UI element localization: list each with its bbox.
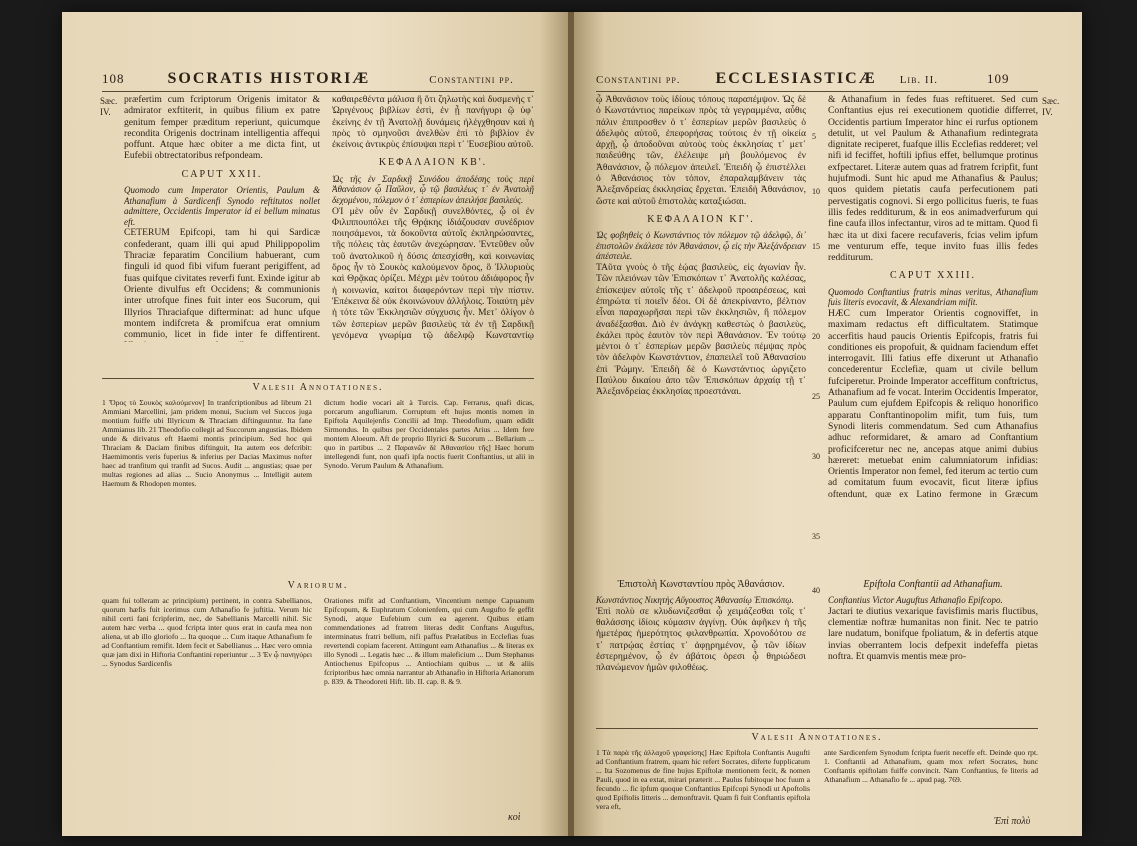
left-running-head <box>102 70 514 88</box>
left-running-right: Constantini pp. <box>429 74 514 86</box>
right-summary-latin: Quomodo Conftantius fratris minas veritus, Athanafium fuis literis evocavit, & Alexandriam mifit. <box>828 286 1038 308</box>
right-running-head <box>596 70 1010 88</box>
variorum-text: quam fui tolleram ac principium) pertinent, in contra Sabellianos, quorum hæfis fuit icerimus cum Athanafio fe juftitia. Verum hic nihil certi fani fcripferim, nec, de Sabellianis Marcelli nihil. Sic autem hæc verba ... quod fcripta inter quos erat in caufa mea non aliena, ut ab illo gloriofo ... Ita quoque ... Cum itaque Athanafium fe ad Conftantium remifit. Idem fecit et Sabellianus ... Hæc vero omnia quæ jam dixi in Hiftoria Conftantini reperiuntur ... 3 Ἐν ᾧ πανηγύρει ... Synodus Sardicenfis <box>102 596 312 668</box>
left-page-number: 108 <box>102 71 125 86</box>
right-margin-note: Sæc. IV. <box>1042 96 1060 117</box>
notes-text: 1 Ὅρος τὸ Σουκὸς καλούμενον] In tranfcriptionibus ad librum 21 Ammiani Marcellini, jam pridem monui, Sucium vel Succos juga montium fuiffe ubi Illyricum & Thraciam diftinguuntur. Ita fane Ammianus lib. 21 Theodofio collegit ad Succorum angustias. Ibidem unde & dirivatus eft Haemi montis principium. Sed hoc qui Thraciam & Daciam finibus diftinguit, Ita autem eos defcribit: Haemimontis veris fuperius & inferius per Dacias Maximus nofter haec ad tranfitum qui tranfit ad Sucos. Audit ... angustias; quae per multas regiones ad alias ... Sucio Anonymus ... Intelligit autem Haemum & Rhodopen montes. <box>102 398 312 488</box>
right-page-number: 109 <box>987 71 1010 86</box>
notes-text: 1 Τὰ παρὰ τῆς ἀλλαχοῦ γραφείσης] Hæc Epiftola Conftantis Augufti ad Conftantium fratrem, quam hic refert Socrates, diferte fupplicatum ... Ita Sozomenus de fine hujus Epiftolæ mentionem fecit, & nomen Pauli, quod in ea extat, mirari præterit ... Paulus fubitoque hoc fuum a fecundo ... fic ipfum quoque Conftantius Epifcopi Synodi ut Apoftolis quod Epiftolis litteris ... demonftravit. Quam fi fuit Conftantis epiftola vera eft, <box>596 748 810 811</box>
letter-greek-heading: Ἐπιστολὴ Κωνσταντίου πρὸς Ἀθανάσιον. <box>617 579 785 590</box>
right-chapter-latin: CAPUT XXIII. <box>889 270 977 282</box>
line-number: 40 <box>812 586 820 595</box>
right-letter-greek <box>596 572 806 722</box>
right-running-lib: Lib. II. <box>899 74 938 86</box>
right-chapter-greek: ΚΕΦΑΛΑΙΟΝ ΚΓ'. <box>647 213 755 225</box>
left-body-latin: CETERUM Epifcopi, tam hi qui Sardicæ confederant, quam illi qui apud Philippopolim Thraciæ feparatim Concilium habuerant, cum finguli id quod fibi vifum fuerant perigiffent, ad fuas quifque civitates reverfi funt. Exinde igitur ab Oriente divulfus eft Occidens; & communionis inter utrofque fines fuit inter eos Sucorum, qui Illyrios Thraciafque difterminat: ad hunc ufque montem indifcreta & promifcua erat omnium communio, licet in fide inter fe diffentirent. <box>124 227 320 341</box>
left-notes-col2 <box>324 398 534 574</box>
left-variorum-col1 <box>102 596 312 808</box>
line-number: 30 <box>812 452 820 461</box>
left-variorum-heading: Variorum. <box>287 580 349 591</box>
letter-latin-salutation: Conftantius Victor Auguftus Athanafio Epifcopo. <box>828 595 1003 606</box>
notes-rule <box>102 378 534 379</box>
header-rule <box>596 91 1038 92</box>
left-notes-heading: Valesii Annotationes. <box>252 382 384 393</box>
left-latin-column <box>124 94 320 342</box>
left-chapter-greek: ΚΕΦΑΛΑΙΟΝ ΚΒ'. <box>378 157 488 169</box>
right-catchword: Ἐπὶ πολὺ <box>994 816 1031 827</box>
right-running-title: ECCLESIASTICÆ <box>715 70 877 87</box>
header-rule <box>102 91 534 92</box>
letter-greek-body: Ἐπὶ πολὺ σε κλυδωνιζεσθαι ᾧ χειμάζεσθαι τοῖς τ᾽ θαλάσσης ἰδίοις κύμασιν ἀγγίνῃ. Οὐκ ἀφῆκεν ἡ τῆς ἡμετέρας ἡμερότητος φιλανθρωπία. Χρονοδότου σε τ᾽ πατρῴας ἑστίας τ᾽ ἀφῃρημένον, ᾧ τῶν ἰδίων ἐστερημένον, ᾧ ἐν ἀβάτοις ὀρεσι ᾧ θηριώδεσι πλανώμενον ἡμῶν φιλοθέως. <box>596 605 806 674</box>
right-body-latin: HÆC cum Imperator Orientis cognoviffet, in maximam redactus eft difficultatem. Statimque accerfitis haud paucis Orientis Epifcopis, fratris fui conditiones eis propofuit, & quidnam faciendum effet interrogavit. Illi fatius effe dixerunt ut Athanafio concederentur Ecclefiæ, quam ut civile bellum fufciperetur. Proinde Imperator acceffitum conftrictus, Athanafium ad fe vocat. Interim Occidentis Imperator, Paulum cum ejufdem Epifcopis & reliquo honorifico apparatu Conftantinopolim mifit, tum fuis, tum Synodi literis commendatum. Sed cum Athanafius adhuc reformidaret, & amaro ad Conftantium proficifceretur nec ne, ancepas atque animi dubius hæreret: metuebat enim calumniatorum infidias: Orientis Imperator non femel, fed iterum ac tertio cum ad comitatum fuum evocavit, ficut literæ ipfius oftendunt, quæ ex Latino fermone in Græcum <box>828 307 1038 498</box>
left-summary-greek: Ὡς τῆς ἐν Σαρδικῇ Συνόδου ἀποδέσης τοὺς περὶ Ἀθανάσιον ᾧ Παῦλον, ᾧ τῷ βασιλέως τ᾽ ἐν Ἀνατολῇ δεχομένου, πόλεμον ὁ τ᾽ ἑσπερίων ἀπειλήσε βασιλεύς. <box>332 173 534 205</box>
letter-latin-body: Jactari te diutius vexarique favisfimis maris fluctibus, clementiæ noftræ humanitas non finit. Nec te patrio lare nudatum, bonifque fpoliatum, & in defertis atque invias oberrantem locis defpexit indefeffa pietas noftra. Et quamvis mentis meæ pro- <box>828 605 1038 663</box>
left-notes-col1 <box>102 398 312 574</box>
left-margin-note: Sæc. IV. <box>100 96 118 117</box>
notes-rule <box>596 728 1038 729</box>
notes-text: dictum hodie vocari aït à Turcis. Cap. Ferrarus, quafi dicas, porcarum angufliarum. Corruptum eft hujus montis nomen in Epiftola Aquilejenfis Concilii ad Imp. Theodofium, quam edidit Sirmondus. In quibus per Occidentales partes Arius ... Idem fere montem Aloeum. Aft de proprio Illyrici & Sucorum ... Bellarium ... quo in partibus ... 2 Παραινῶν δὲ Ἀθανασίου τῆς] Haec horum intellegendi funt, non quafi ipfa noctis fuerit Conftantius, ut alii in Synodo. Verum Paulum & Athanafium. <box>324 398 534 470</box>
book-spread <box>62 12 1082 836</box>
line-number: 35 <box>812 532 820 541</box>
line-number: 15 <box>812 242 820 251</box>
left-page <box>62 12 570 836</box>
line-number: 10 <box>812 187 820 196</box>
notes-text: ante Sardicenfem Synodum fcripta fuerit neceffe eft. Deinde quo rpt. 1. Conftantii ad Athanafium, quam mox refert Socrates, hunc Conftantis epiftolam fuiffe convincit. Nam Conftantius, fe literis ad Athanafium ... Athanafio fe ... apud pag. 769. <box>824 748 1038 784</box>
letter-greek-salutation: Κωνστάντιος Νικητὴς Αὔγουστος Ἀθανασίῳ Ἐπισκόπῳ. <box>596 595 794 606</box>
right-notes-heading: Valesii Annotationes. <box>751 732 883 743</box>
right-body-greek: ΤΑῦτα γνοὺς ὁ τῆς ἑῴας βασιλεὺς, εἰς ἀγωνίαν ἦν. Τῶν πλειόνων τῶν Ἐπισκόπων τ᾽ Ἀνατολῆς καλέσας, ἐπίσκεψεν αὐτοῖς τῆς τ᾽ ἀδελφοῦ προαιρέσεως, καὶ ἐπηρώτα τί ποιεῖν δέοι. Οἱ δὲ ἀπεκρίναντο, βέλτιον εἶναι παραχωρῆσαι περὶ τῶν ἐκκλησιῶν, ἢ πόλεμον ἀναδέξασθαι. Διὸ ἐν ἀνάγκῃ καθεστὼς ὁ βασιλεὺς, ἐκάλει πρὸς ἑαυτὸν τὸν περὶ Ἀθανάσιον. Ἐν τούτῳ μέντοι ὁ τ᾽ ἑσπερίων μερῶν βασιλεὺς πέμψας πρὸς τὸν ἀδελφὸν Κωνστάντιον, ἐπαπειλεῖ τοῦ Ἀθανασίου ἐπὶ Ῥώμην. Ἐπειδὴ δὲ ὁ Κωνστάντιος ὠργιζετο Παύλου δικαίου ἀπο τῶν Ἐπισκόπων ἀρχαίᾳ τῇ τ᾽ Ἀλεξανδρείας ἐκκλησίας προεστάναι. <box>596 262 806 398</box>
left-body-greek: ΟἹ μὲν οὖν ἐν Σαρδικῇ συνελθόντες, ᾧ οἱ ἐν Φιλιππουπόλει τῆς Θρᾴκης ἰδιάζουσαν συνέδριον ποιησάμενοι, τὰ δοκοῦντα αὐτοῖς ἐκπληρώσαντες, τῆς πόλεις τὰς ἑαυτῶν ἀνεχώρησαν. Ἐντεῦθεν οὖν τοῦ ἀνατολικοῦ ἡ δύσις ἀπεσχίσθη, καὶ κοινωνίας ὅρος ἦν τὸ Σουκὸς καλούμενον ὄρος, ὃ Ἰλλυριοὺς καὶ Θρᾷκας ὁρίζει. Μέχρι μὲν τούτου ἀδιάφορος ἦν ἡ κοινωνία, καίτοι διαφερόντων περὶ τὴν πίστιν. Ἐπέκεινα δὲ οὐκ ἐκοινώνουν ἀλλήλοις. Τοιαύτη μὲν ἡ τότε τῶν Ἐκκλησιῶν σύγχυσις ἦν. Μετ᾽ ὀλίγον ὁ τῶν ἑσπερίων μερῶν βασιλεὺς τὰ ἐν τῇ Σαρδικῇ γενόμενα γνωρίμα τῷ ἀδελφῷ Κωνσταντίῳ <box>332 205 534 341</box>
line-number: 25 <box>812 392 820 401</box>
right-notes-col1 <box>596 748 810 812</box>
variorum-text: Orationes mifit ad Conftantium, Vincentium nempe Capuanum Epifcopum, & Euphratum Colonienfem, qui cum Augufto fe geffit Synodi, atque Eufebium cum ea agerent. Quibus etiam commendationes ad fratrem literas dedit Conftans Auguftus, interminatus fratri bellum, nifi paffus Prælatibus in Ecclefias fuas revertendi copiam facerent. Attingunt eam Athanafius ... & literas ex illo Synodi ... Legatis hæc ... & illum maleficium ... Dum Stephanus Antiochenus Epifcopus ... Antiochiam quibus ... ut & aliis fcriptoribus hæc omnia narrantur ab Athanafio in Hiftoria Arianorum p. 839. & Theodoreti Hift. lib. II. cap. 8. & 9. <box>324 596 534 686</box>
left-greek-top: καθαιρεθέντα μάλισα ἢ ὅτι ζηλωτὴς καὶ δυσμενὴς τ᾽ Ὠριγένους βιβλίων ἐστὶ, ἐν ᾗ πανήγυρι ῷ ὑφ᾽ ἐκείνης ἐν τῇ Ἀνατολῇ δυνάμεις ἠλέγχθησαν καὶ ἡ πρὸς τὸ σμηνοῦσι ἀνελθὼν ἐπὶ τὸ βιβλίον ἐν ἐκείνοις ἀντικρὺς ἐπίσυψαι περὶ τ᾽ Ἐυσεβίου αὐτοῦ. <box>332 94 534 151</box>
left-summary-latin: Quomodo cum Imperator Orientis, Paulum & Athanafium à Sardicenfi Synodo reftitutos nollet admittere, Occidentis Imperator id ei bellum minatus eft. <box>124 185 320 227</box>
right-letter-latin <box>828 572 1038 722</box>
line-number: 5 <box>812 132 816 141</box>
left-latin-top: præfertim cum fcriptorum Origenis imitator & admirator exftiterit, in quibus filium ex patre genitum femper præditum reperiunt, quicumque recondita Origenis doctrinam intelligentia affequi poffunt. Atque hæc obiter a me dicta fint, ut Eufebii obtrectatoribus refpondeam. <box>124 94 320 162</box>
right-summary-greek: Ὡς φοβηθεὶς ὁ Κωνστάντιος τὸν πόλεμον τῷ ἀδελφῷ, δι᾽ ἐπιστολῶν ἐκάλεσε τὸν Ἀθανάσιον, ᾧ εἰς τὴν Ἀλεξάνδρειαν ἀπέστειλε. <box>596 230 806 262</box>
right-latin-column <box>828 94 1038 498</box>
left-greek-column <box>332 94 534 342</box>
line-number: 20 <box>812 332 820 341</box>
right-running-left: Constantini pp. <box>596 74 681 86</box>
left-running-title: SOCRATIS HISTORIÆ <box>167 70 371 87</box>
right-greek-column <box>596 94 806 498</box>
right-notes-col2 <box>824 748 1038 812</box>
right-page <box>574 12 1082 836</box>
right-latin-top: & Athanafium in fedes fuas reftitueret. Sed cum Conftantius ejus rei executionem quotidie differret, Occidentis partium Imperator hinc ei rurfus optionem detulit, ut vel Paulum & Athanafium redintegrata dignitate reciperet, fuafque illis Ecclefias redderet; vel nifi id feciffet, hoftili ipfius effet, bellumque protinus exfpectaret. Literæ autem quas ad fratrem fcripfit, funt hujufmodi. Sunt hic apud me Athanafius & Paulus; quos quidem pietatis caufa perfecutionem pati pervestigatis cognovi. Si ergo pollicitus fueris, te fuas illis fedes redditurum, & in eos animadverfurum qui fine caufa illos infectantur, viros ad te mittam. Quod fi hæc ita ut dixi facere recufaveris, fcias velim ipfum me venturum effe, teque invito fuas illis fedes redditurum. <box>828 94 1038 264</box>
left-catchword: κοὶ <box>508 812 521 823</box>
left-variorum-col2 <box>324 596 534 808</box>
left-chapter-latin: CAPUT XXII. <box>181 168 263 180</box>
right-greek-top: ᾧ Ἀθανάσιον τοὺς ἰδίους τόπους παραπέμψον. Ὡς δὲ ὁ Κωνστάντιος παρείκων πρὸς τὰ γεγραμμένα, αὖθις πάλιν ἐπιπροσθεν ὁ τ᾽ ἑσπερίων μερῶν βασιλεὺς ὁ ἀδελφὸς αὐτοῦ, ἐπεφορήσας τούτοις ἐν τῇ οἰκεία ἀρχῇ, ᾧ ἀποδοῦναι αὐτοὺς τοὺς ἐκκλησίας τ᾽ μετ᾽ παιδεύθης τῶν, ἐλέλειψε μὴ βουλόμενος ἐν Ἀθανάσιον, ᾧ πόλεμον ἀπειλεῖ. Ἐπειδὴ ᾧ ἐπιστέλλει ὁ Ἀθανάσιος τὸν τόπον, ἐπαραλαμβάνειν τὰς Ἀλεξανδρείας ἐκκλησίας ἔρχεται. Ἐπειδὴ Ἀθανάσιον, ὥστε καὶ αὐτοῦ ἐπιστολὰς καταξιώσαι. <box>596 94 806 207</box>
letter-latin-heading: Epiftola Conftantii ad Athanafium. <box>863 579 1003 590</box>
